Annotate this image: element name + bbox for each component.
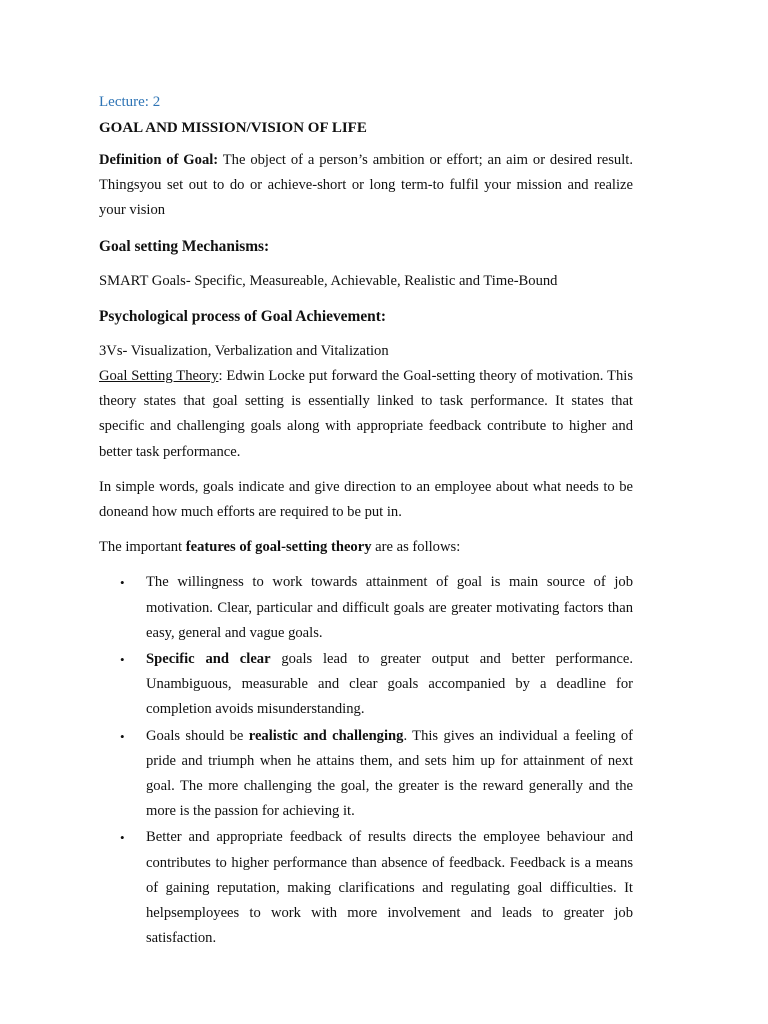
features-intro-before: The important [99, 539, 186, 556]
lecture-label: Lecture: 2 [99, 94, 161, 110]
definition-label: Definition of Goal: [99, 152, 219, 168]
list-item [99, 647, 633, 723]
feature-before: Goals should be [146, 727, 249, 744]
feature-bold: Specific and clear [146, 651, 271, 668]
document-page [99, 88, 633, 952]
feature-bold: realistic and challenging [248, 727, 404, 744]
feature-after: goals lead to greater output and better performance. Unambiguous, measurable and clear goals accompanied by a deadline for completion avoids misunderstanding. [146, 651, 634, 718]
feature-after: . This gives an individual a feeling of pride and triumph when he attains them, and sets him up for attainment of next goal. The more challenging the goal, the greater is the reward generally and the more is the passion for achieving it. [146, 727, 633, 820]
list-item [99, 825, 633, 951]
features-list [99, 570, 633, 951]
list-item [99, 724, 633, 825]
goal-setting-theory [99, 364, 633, 465]
feature-after: The willingness to work towards attainment of goal is main source of job motivation. Clear, particular and difficult goals are greater motivating factors than easy, general and vague goals. [146, 574, 633, 641]
features-intro-bold: features of goal-setting theory [185, 539, 372, 556]
goal-setting-heading: Goal setting Mechanisms: [99, 237, 270, 255]
smart-goals-text: SMART Goals- Specific, Measureable, Achievable, Realistic and Time-Bound [99, 272, 558, 289]
bullet-icon: • [120, 830, 125, 846]
features-intro-after: are as follows: [371, 539, 461, 556]
simple-words-paragraph: In simple words, goals indicate and give direction to an employee about what needs to be doneand how much efforts are required to be put in. [99, 478, 633, 521]
list-item [99, 570, 633, 646]
feature-after: Better and appropriate feedback of results directs the employee behaviour and contributes to higher performance than absence of feedback. Feedback is a means of gaining reputation, making clarifications and regulating goal difficulties. It helpsemployees to work with more involvement and leads to greater job satisfaction. [146, 829, 633, 947]
three-vs-text: 3Vs- Visualization, Verbalization and Vitalization [99, 342, 389, 359]
theory-text: : Edwin Locke put forward the Goal-setting theory of motivation. This theory states that goal setting is essentially linked to task performance. It states that specific and challenging goals along with appropriate feedback contribute to higher and better task performance. [99, 368, 633, 460]
definition-text: The object of a person’s ambition or effort; an aim or desired result. Thingsyou set out to do or achieve-short or long term-to fulfil your mission and realize your vision [99, 152, 633, 219]
theory-label: Goal Setting Theory [99, 368, 219, 385]
features-intro [99, 535, 633, 560]
bullet-icon: • [120, 575, 125, 591]
psych-process-heading: Psychological process of Goal Achievement: [99, 307, 386, 325]
bullet-icon: • [120, 652, 125, 668]
bullet-icon: • [120, 728, 125, 744]
goal-definition [99, 148, 633, 224]
document-title: GOAL AND MISSION/VISION OF LIFE [99, 120, 367, 136]
